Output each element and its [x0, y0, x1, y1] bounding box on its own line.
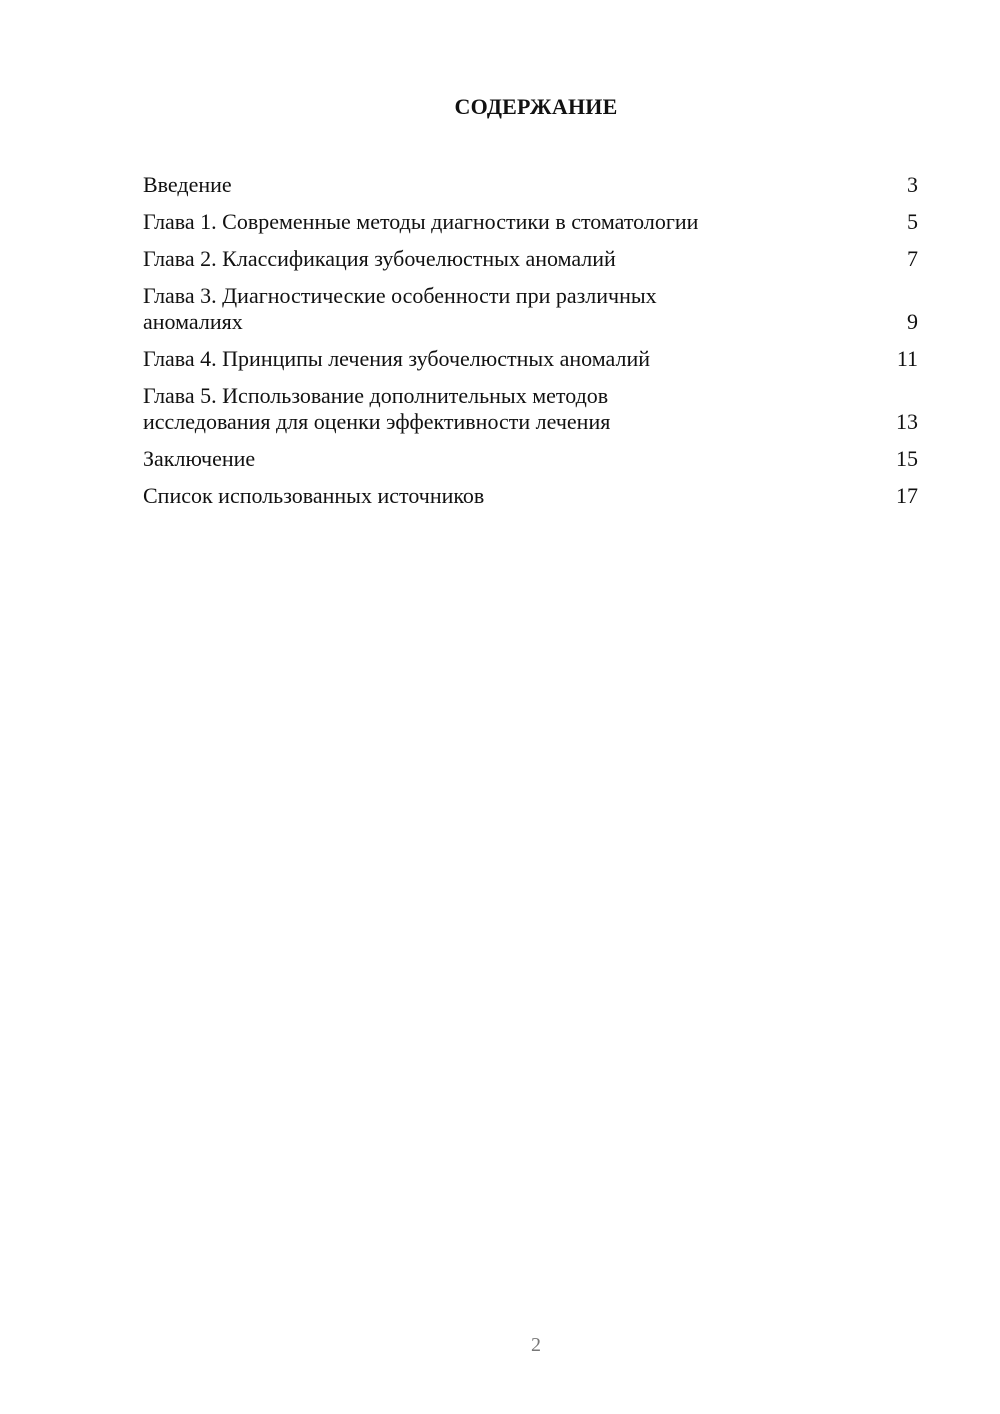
toc-entry-page-number: 15 — [896, 446, 918, 471]
toc-entry-title-line: Глава 1. Современные методы диагностики в стоматологии — [143, 209, 699, 234]
toc-entry-page-number: 3 — [907, 172, 918, 197]
toc-entry-introduction — [143, 172, 918, 198]
toc-entry-title-line: Глава 4. Принципы лечения зубочелюстных аномалий — [143, 346, 651, 371]
toc-entry-title-line: Глава 2. Классификация зубочелюстных аномалий — [143, 246, 616, 271]
toc-entry-title-line: Введение — [143, 172, 232, 197]
toc-entry-title-line: Глава 3. Диагностические особенности при различных — [143, 283, 657, 308]
toc-entry-title — [143, 346, 650, 372]
toc-entry-page-number: 9 — [907, 309, 918, 334]
toc-entry-chapter-1 — [143, 209, 918, 235]
toc-entry-page-number: 11 — [896, 346, 918, 371]
toc-entry-page-number: 5 — [907, 209, 918, 234]
toc-entry-title-line: Глава 5. Использование дополнительных методов — [143, 383, 609, 408]
toc-entry-title — [143, 172, 232, 198]
toc-entry-page-number: 7 — [907, 246, 918, 271]
toc-entry-title-line: исследования для оценки эффективности лечения — [143, 409, 611, 434]
toc-entry-title — [143, 483, 484, 509]
toc-entry-chapter-2 — [143, 246, 918, 272]
toc-entry-chapter-4 — [143, 346, 918, 372]
toc-entry-chapter-5 — [143, 383, 918, 435]
toc-entry-title — [143, 283, 657, 335]
toc-entry-chapter-3 — [143, 283, 918, 335]
table-of-contents — [143, 172, 918, 520]
toc-entry-title — [143, 446, 255, 472]
toc-entry-conclusion — [143, 446, 918, 472]
page-number: 2 — [531, 1334, 541, 1356]
toc-entry-title — [143, 383, 610, 435]
toc-entry-references — [143, 483, 918, 509]
toc-entry-title — [143, 209, 698, 235]
toc-entry-title-line: аномалиях — [143, 309, 243, 334]
toc-entry-page-number: 17 — [896, 483, 918, 508]
toc-entry-title-line: Заключение — [143, 446, 256, 471]
toc-entry-title-line: Список использованных источников — [143, 483, 485, 508]
page-title: СОДЕРЖАНИЕ — [454, 94, 618, 119]
toc-entry-title — [143, 246, 616, 272]
toc-entry-page-number: 13 — [896, 409, 918, 434]
